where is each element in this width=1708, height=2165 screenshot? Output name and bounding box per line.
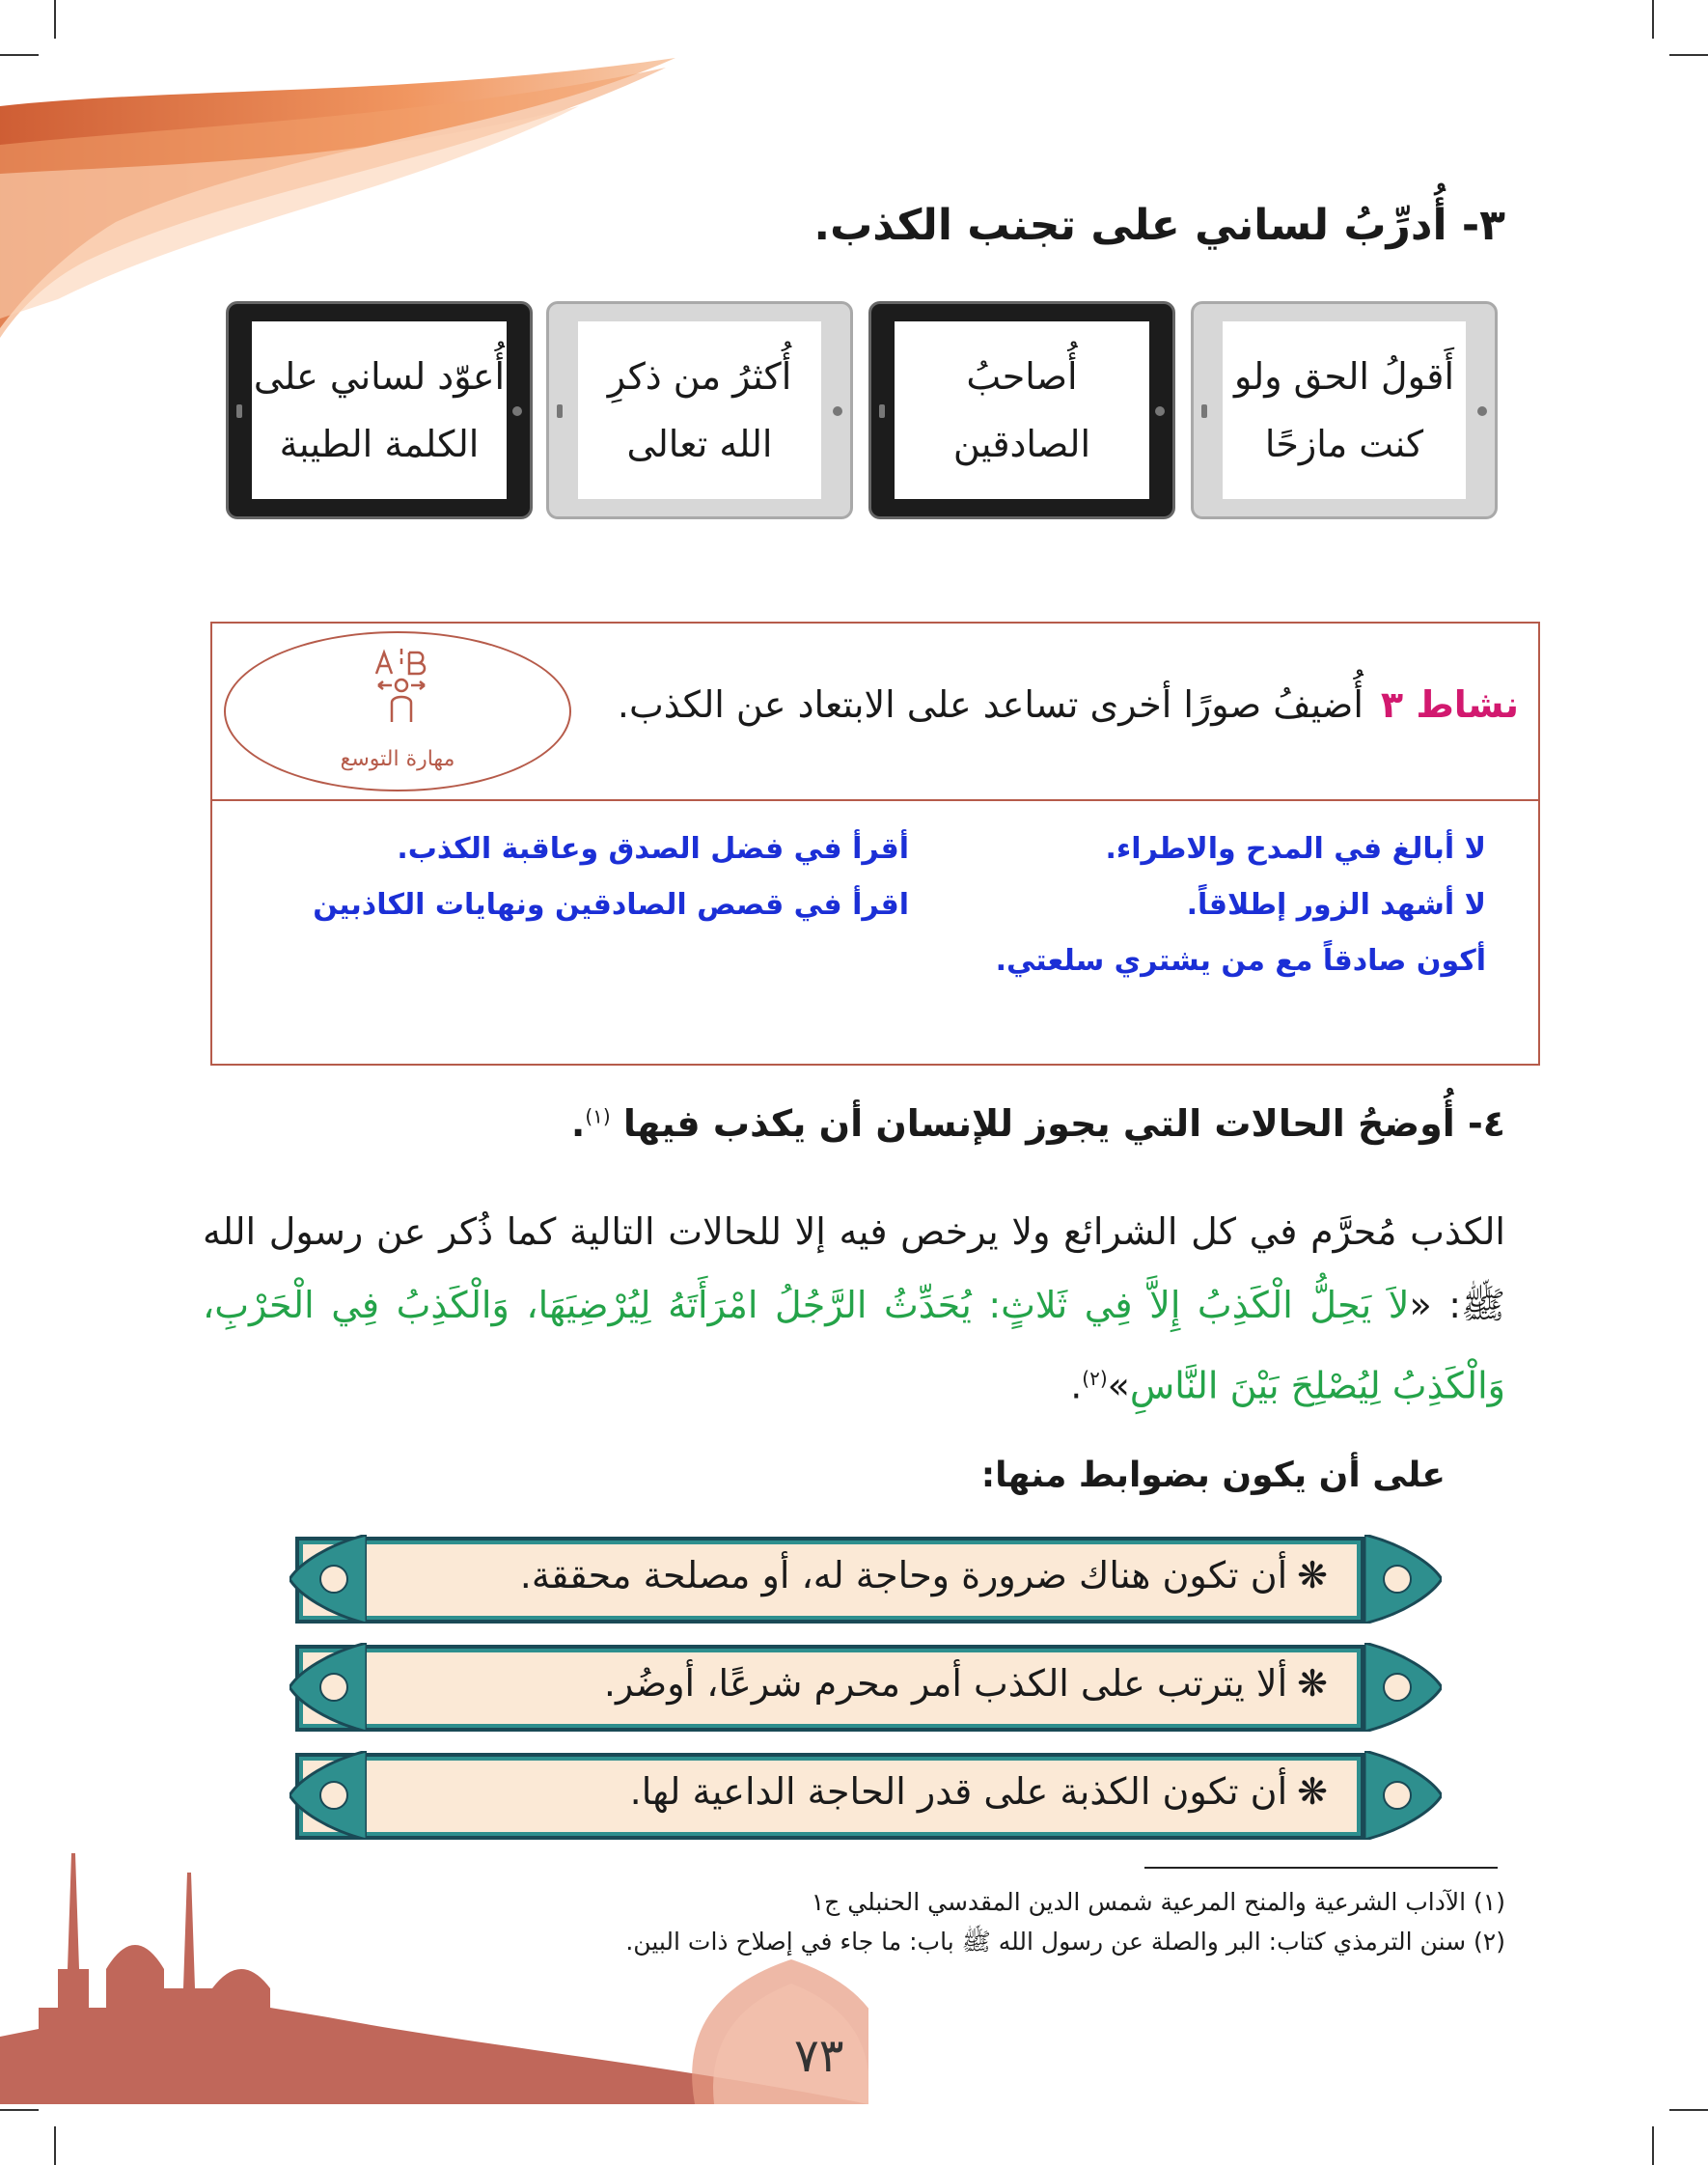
activity-label: نشاط ٣ <box>1380 683 1519 726</box>
tablet-camera <box>833 406 842 416</box>
tablet-button <box>557 404 563 418</box>
tablet-line: الله تعالى <box>626 423 773 465</box>
crop-mark <box>1669 2109 1708 2111</box>
page-number: ٧٣ <box>794 2029 844 2083</box>
tablet-screen <box>252 321 507 499</box>
section-3-heading: ٣- أُدرِّبُ لساني على تجنب الكذب. <box>813 201 1505 250</box>
crop-mark <box>54 2126 56 2165</box>
lie-paragraph <box>203 1195 1505 1423</box>
tablet-camera <box>512 406 522 416</box>
tablet-card <box>546 301 853 519</box>
condition-text <box>520 1554 1328 1596</box>
mosque-silhouette <box>0 1815 868 2104</box>
ornament-icon <box>1364 1751 1442 1840</box>
tablet-screen <box>895 321 1149 499</box>
activity-instruction: أُضيفُ صورًا أخرى تساعد على الابتعاد عن الكذب. <box>617 683 1364 726</box>
answer-item: لا أشهد الزور إطلاقاً. <box>1186 888 1486 922</box>
tablet-line: الصادقين <box>952 423 1091 465</box>
footnote-ref: (١) <box>585 1104 611 1128</box>
condition-text <box>604 1662 1328 1705</box>
controls-heading: على أن يكون بضوابط منها: <box>980 1456 1446 1495</box>
tablet-button <box>236 404 242 418</box>
condition-label: ألا يترتب على الكذب أمر محرم شرعًا، أوضُر. <box>603 1662 1288 1705</box>
crop-mark <box>1652 2126 1654 2165</box>
paragraph-end: . <box>1070 1364 1083 1407</box>
condition-banner <box>295 1537 1364 1624</box>
skill-badge <box>224 631 571 791</box>
condition-label: أن تكون هناك ضرورة وحاجة له، أو مصلحة محققة. <box>519 1554 1288 1596</box>
condition-text <box>630 1770 1328 1813</box>
ornament-icon <box>1364 1535 1442 1624</box>
answer-item: أكون صادقاً مع من يشتري سلعتي. <box>995 944 1486 978</box>
tablet-button <box>1201 404 1207 418</box>
footnote-ref: (٢) <box>1082 1367 1108 1390</box>
tablet-line: أُصاحبُ <box>966 355 1078 398</box>
answer-item: لا أبالغ في المدح والاطراء. <box>1105 832 1486 866</box>
tablet-camera <box>1477 406 1487 416</box>
footnote-rule <box>1144 1867 1498 1869</box>
bullet-icon: ❋ <box>1297 1554 1328 1596</box>
tablet-button <box>879 404 885 418</box>
section-4-heading: ٤- أُوضحُ الحالات التي يجوز للإنسان أن يكذب فيها $^{(١)}$. <box>570 1102 1505 1145</box>
answer-item: أقرأ في فضل الصدق وعاقبة الكذب. <box>397 832 909 866</box>
tablet-card <box>1191 301 1498 519</box>
footnote: (١) الآداب الشرعية والمنح المرعية شمس الدين المقدسي الحنبلي ج١ <box>811 1888 1505 1916</box>
tablet-line: الكلمة الطيبة <box>279 423 480 465</box>
tablet-line: أَقولُ الحق ولو <box>1233 355 1455 398</box>
bullet-icon: ❋ <box>1297 1770 1328 1813</box>
crop-mark <box>1669 54 1708 56</box>
tablet-camera <box>1155 406 1165 416</box>
ornament-icon <box>1364 1643 1442 1732</box>
paragraph-intro: الكذب مُحرَّم في كل الشرائع ولا يرخص فيه إلا للحالات التالية كما ذُكر عن رسول الله ﷺ: « <box>203 1210 1505 1326</box>
bullet-icon: ❋ <box>1297 1662 1328 1705</box>
tablet-line: كنت مازحًا <box>1264 423 1424 465</box>
tablet-card <box>868 301 1175 519</box>
quote-close: » <box>1107 1364 1130 1407</box>
activity-divider <box>212 799 1538 801</box>
hadith-text: لاَ يَحِلُّ الْكَذِبُ إِلاَّ فِي ثَلاثٍ: يُحَدِّثُ الرَّجُلُ امْرَأَتَهُ لِيُرْضِيَهَا، وَالْكَذِبُ فِي الْحَرْبِ، وَالْكَذِبُ لِيُصْلِحَ بَيْنَ النَّاسِ <box>203 1284 1505 1407</box>
ornament-icon <box>289 1535 367 1624</box>
tablet-screen <box>578 321 821 499</box>
answers-left <box>313 821 909 933</box>
crop-mark <box>1652 0 1654 39</box>
expansion-skill-icon <box>372 649 430 726</box>
section-4-heading-text: ٤- أُوضحُ الحالات التي يجوز للإنسان أن يكذب فيها <box>622 1102 1505 1145</box>
condition-banner <box>295 1645 1364 1732</box>
crop-mark <box>0 2109 39 2111</box>
footnote: (٢) سنن الترمذي كتاب: البر والصلة عن رسول الله ﷺ باب: ما جاء في إصلاح ذات البين. <box>625 1928 1505 1956</box>
activity-box <box>210 622 1540 1066</box>
tablet-line: أُعوّد لساني على <box>253 355 506 398</box>
tablet-screen <box>1223 321 1466 499</box>
answer-item: اقرأ في قصص الصادقين ونهايات الكاذبين <box>313 888 909 922</box>
tablet-card <box>226 301 533 519</box>
condition-label: أن تكون الكذبة على قدر الحاجة الداعية لها. <box>629 1770 1288 1813</box>
skill-label: مهارة التوسع <box>340 747 455 771</box>
activity-title <box>618 683 1519 726</box>
answers-right <box>996 821 1486 989</box>
ornament-icon <box>289 1643 367 1732</box>
tablet-line: أُكثرُ من ذكرِ <box>607 355 792 398</box>
